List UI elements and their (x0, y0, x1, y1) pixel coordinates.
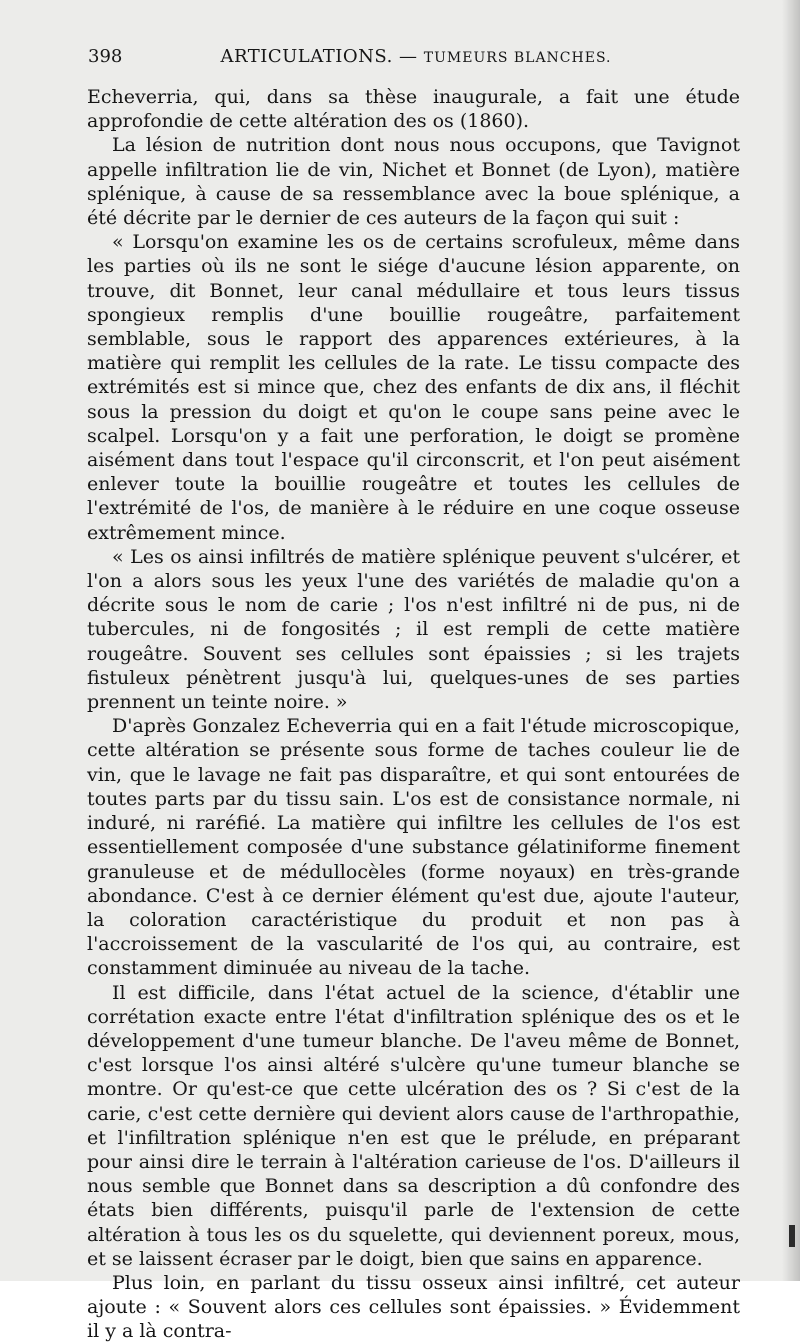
page-edge-shadow (782, 0, 800, 1281)
running-title (88, 46, 744, 67)
body-text (87, 85, 740, 1344)
title-dash: — (399, 46, 418, 67)
page-number: 398 (88, 46, 123, 67)
paragraph: Plus loin, en parlant du tissu osseux ainsi infiltré, cet auteur ajoute : « Souvent alors ces cellules sont épaissies. » Évidemment il y a là contra- (87, 1271, 740, 1343)
page-edge-mark (789, 1225, 795, 1247)
paragraph: Il est difficile, dans l'état actuel de la science, d'établir une corrétation exacte entre l'état d'infiltration splénique des os et le développement d'une tumeur blanche. De l'aveu même de Bonnet, c'est lorsque l'os ainsi altéré s'ulcère qu'une tumeur blanche se montre. Or qu'est-ce que cette ulcération des os ? Si c'est de la carie, c'est cette dernière qui devient alors cause de l'arthropathie, et l'infiltration splénique n'en est que le prélude, en préparant pour ainsi dire le terrain à l'altération carieuse de l'os. D'ailleurs il nous semble que Bonnet dans sa description a dû confondre des états bien différents, puisqu'il parle de l'extension de cette altération à tous les os du squelette, qui deviennent poreux, mous, et se laissent écraser par le doigt, bien que sains en apparence. (87, 981, 740, 1270)
running-header (88, 46, 744, 76)
paragraph: D'après Gonzalez Echeverria qui en a fait l'étude microscopique, cette altération se présente sous forme de taches couleur lie de vin, que le lavage ne fait pas disparaître, et qui sont entourées de toutes parts par du tissu sain. L'os est de consistance normale, ni induré, ni raréfié. La matière qui infiltre les cellules de l'os est essentiellement composée d'une substance gélatiniforme finement granuleuse et de médullocèles (forme noyaux) en très-grande abondance. C'est à ce dernier élément qu'est due, ajoute l'auteur, la coloration caractéristique du produit et non pas à l'accroissement de la vascularité de l'os qui, au contraire, est constamment diminuée au niveau de la tache. (87, 715, 740, 980)
paragraph: « Lorsqu'on examine les os de certains scrofuleux, même dans les parties où ils ne sont le siége d'aucune lésion apparente, on trouve, dit Bonnet, leur canal médullaire et tous leurs tissus spongieux remplis d'une bouillie rougeâtre, parfaitement semblable, sous le rapport des apparences extérieures, à la matière qui remplit les cellules de la rate. Le tissu compacte des extrémités est si mince que, chez des enfants de dix ans, il fléchit sous la pression du doigt et qu'on le coupe sans peine avec le scalpel. Lorsqu'on y a fait une perforation, le doigt se promène aisément dans tout l'espace qu'il circonscrit, et l'on peut aisément enlever toute la bouillie rougeâtre et toutes les cellules de l'extrémité de l'os, de manière à le réduire en une coque osseuse extrêmement mince. (87, 231, 740, 544)
paragraph: La lésion de nutrition dont nous nous occupons, que Tavignot appelle infiltration lie de vin, Nichet et Bonnet (de Lyon), matière splénique, à cause de sa ressemblance avec la boue splénique, a été décrite par le dernier de ces auteurs de la façon qui suit : (87, 134, 740, 230)
section-title: TUMEURS BLANCHES. (423, 50, 612, 66)
paragraph: « Les os ainsi infiltrés de matière splénique peuvent s'ulcérer, et l'on a alors sous les yeux l'une des variétés de maladie qu'on a décrite sous le nom de carie ; l'os n'est infiltré ni de pus, ni de tubercules, ni de fongosités ; il est rempli de cette matière rougeâtre. Souvent ses cellules sont épaissies ; si les trajets fistuleux pénètrent jusqu'à lui, quelques-unes de ses parties prennent un teinte noire. » (87, 545, 740, 714)
chapter-title: ARTICULATIONS. (220, 46, 393, 67)
paragraph: Echeverria, qui, dans sa thèse inaugurale, a fait une étude approfondie de cette altération des os (1860). (87, 86, 740, 133)
